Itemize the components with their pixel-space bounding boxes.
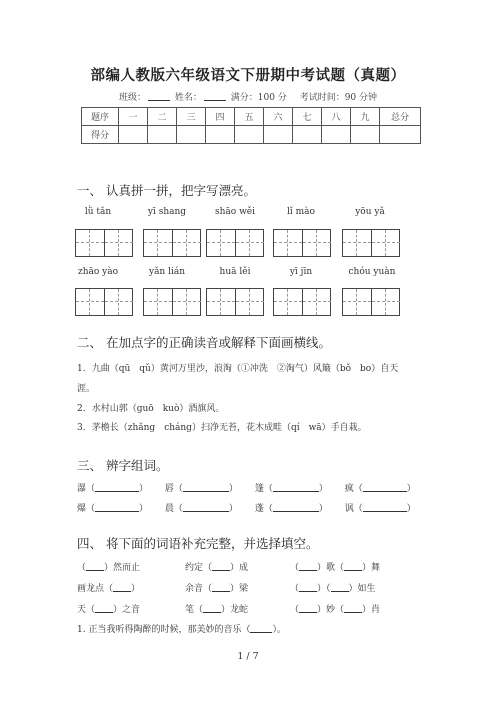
class-blank[interactable] bbox=[148, 100, 170, 101]
table-cell: 二 bbox=[148, 108, 177, 126]
text: 笔（ bbox=[185, 605, 204, 615]
pinyin-label: huā lěi bbox=[219, 267, 251, 277]
answer-blank[interactable] bbox=[273, 511, 319, 512]
char-label: ） bbox=[318, 504, 328, 514]
score-input-cell[interactable] bbox=[322, 126, 351, 144]
char-label: ） bbox=[406, 504, 416, 514]
idiom-cell bbox=[185, 581, 248, 594]
pinyin-label: shāo wěi bbox=[215, 207, 255, 217]
section-3-heading: 三、 辨字组词。 bbox=[77, 458, 169, 473]
table-cell: 七 bbox=[293, 108, 322, 126]
score-input-cell[interactable] bbox=[380, 126, 421, 144]
pinyin-label: zhāo yào bbox=[77, 267, 119, 277]
full-score: 满分：100 分 bbox=[230, 93, 287, 103]
answer-blank[interactable] bbox=[183, 511, 229, 512]
table-cell: 六 bbox=[264, 108, 293, 126]
answer-blank[interactable] bbox=[113, 591, 131, 592]
text: 天（ bbox=[77, 605, 96, 615]
exam-time: 考试时间：90 分钟 bbox=[299, 93, 378, 103]
score-table-header-row bbox=[82, 108, 421, 126]
text: ）肖 bbox=[362, 605, 381, 615]
pinyin-label: yī jīn bbox=[289, 267, 313, 277]
score-table-score-row bbox=[82, 126, 421, 144]
idiom-cell bbox=[77, 602, 140, 615]
table-cell: 得分 bbox=[82, 126, 119, 144]
writing-grid[interactable] bbox=[342, 229, 400, 257]
text: ）。 bbox=[272, 625, 286, 635]
table-cell: 三 bbox=[177, 108, 206, 126]
text: ）（ bbox=[317, 584, 331, 594]
word-group-row bbox=[77, 481, 416, 494]
pinyin-label: lǐ mào bbox=[287, 207, 315, 217]
section-2-heading: 二、 在加点字的正确读音或解释下面画横线。 bbox=[77, 335, 331, 350]
idiom-cell bbox=[77, 560, 140, 573]
char-label: 晨（ bbox=[164, 504, 183, 514]
writing-grid[interactable] bbox=[342, 288, 400, 316]
score-input-cell[interactable] bbox=[293, 126, 322, 144]
question-line: 3．茅檐长（zhǎng cháng）扫净无苔，花木成畦（qí wā）手自栽。 bbox=[77, 423, 367, 433]
text: ）成 bbox=[230, 563, 249, 573]
text: ）如生 bbox=[348, 584, 376, 594]
text: 1. 正当我听得陶醉的时候，那美妙的音乐（ bbox=[77, 625, 251, 635]
writing-grid[interactable] bbox=[206, 288, 264, 316]
score-input-cell[interactable] bbox=[235, 126, 264, 144]
score-input-cell[interactable] bbox=[206, 126, 235, 144]
answer-blank[interactable] bbox=[212, 591, 230, 592]
answer-blank[interactable] bbox=[95, 511, 139, 512]
idiom-cell bbox=[185, 560, 248, 573]
answer-blank[interactable] bbox=[299, 591, 317, 592]
answer-blank[interactable] bbox=[299, 570, 317, 571]
char-label: 爆（ bbox=[77, 504, 96, 514]
text: 画龙点（ bbox=[77, 584, 114, 594]
answer-blank[interactable] bbox=[344, 570, 362, 571]
text: ） bbox=[131, 584, 141, 594]
text: ）妙（ bbox=[317, 605, 345, 615]
writing-grid[interactable] bbox=[273, 288, 331, 316]
text: 约定（ bbox=[185, 563, 213, 573]
char-label: 蓬（ bbox=[254, 504, 273, 514]
answer-blank[interactable] bbox=[86, 570, 104, 571]
text: （ bbox=[290, 584, 300, 594]
text: （ bbox=[290, 563, 300, 573]
writing-grid[interactable] bbox=[75, 229, 133, 257]
writing-grid[interactable] bbox=[143, 288, 201, 316]
idiom-cell bbox=[290, 602, 380, 615]
section-1-heading: 一、 认真拼一拼，把字写漂亮。 bbox=[77, 183, 256, 198]
idiom-cell bbox=[290, 581, 376, 594]
answer-blank[interactable] bbox=[212, 570, 230, 571]
writing-grid[interactable] bbox=[206, 229, 264, 257]
score-input-cell[interactable] bbox=[264, 126, 293, 144]
table-cell: 题序 bbox=[82, 108, 119, 126]
text: （ bbox=[77, 563, 87, 573]
table-cell: 五 bbox=[235, 108, 264, 126]
score-input-cell[interactable] bbox=[351, 126, 380, 144]
page-title: 部编人教版六年级语文下册期中考试题（真题） bbox=[90, 68, 406, 84]
table-cell: 总分 bbox=[380, 108, 421, 126]
idiom-cell bbox=[77, 581, 140, 594]
table-cell: 一 bbox=[119, 108, 148, 126]
char-label: 讽（ bbox=[344, 504, 363, 514]
text: （ bbox=[290, 605, 300, 615]
exam-info bbox=[0, 90, 496, 103]
text: ）梁 bbox=[230, 584, 249, 594]
score-input-cell[interactable] bbox=[177, 126, 206, 144]
text: ）龙蛇 bbox=[221, 605, 249, 615]
table-cell: 八 bbox=[322, 108, 351, 126]
idiom-cell bbox=[185, 602, 248, 615]
answer-blank[interactable] bbox=[363, 491, 407, 492]
writing-grid[interactable] bbox=[143, 229, 201, 257]
char-label: 篷（ bbox=[254, 484, 273, 494]
pinyin-label: yǎn lián bbox=[148, 267, 186, 277]
answer-blank[interactable] bbox=[95, 612, 113, 613]
text: ）舞 bbox=[362, 563, 381, 573]
char-label: 唇（ bbox=[164, 484, 183, 494]
char-label: ） bbox=[139, 504, 149, 514]
char-label: ） bbox=[139, 484, 149, 494]
text: ）然而止 bbox=[104, 563, 141, 573]
text: ）歌（ bbox=[317, 563, 345, 573]
name-blank[interactable] bbox=[204, 100, 226, 101]
answer-blank[interactable] bbox=[95, 491, 139, 492]
answer-blank[interactable] bbox=[299, 612, 317, 613]
text: 余音（ bbox=[185, 584, 213, 594]
pinyin-label: chóu yuàn bbox=[348, 267, 396, 277]
answer-blank[interactable] bbox=[183, 491, 229, 492]
answer-blank[interactable] bbox=[363, 511, 407, 512]
question-line bbox=[77, 622, 286, 635]
pinyin-label: yī shang bbox=[147, 207, 187, 217]
pinyin-label: lǜ tǎn bbox=[84, 207, 112, 217]
char-label: ） bbox=[318, 484, 328, 494]
pinyin-label: yōu yǎ bbox=[355, 207, 385, 217]
answer-blank[interactable] bbox=[344, 612, 362, 613]
question-line: 2．水村山郭（guō kuò）酒旗风。 bbox=[77, 404, 225, 414]
table-cell: 九 bbox=[351, 108, 380, 126]
char-label: ） bbox=[228, 484, 238, 494]
char-label: ） bbox=[228, 504, 238, 514]
answer-blank[interactable] bbox=[203, 612, 221, 613]
char-label: ） bbox=[406, 484, 416, 494]
table-cell: 四 bbox=[206, 108, 235, 126]
class-label: 班级： bbox=[118, 93, 146, 103]
answer-blank[interactable] bbox=[273, 491, 319, 492]
question-line: 1．九曲（qū qǔ）黄河万里沙，浪淘（①冲洗 ②淘气）风簸（bǒ bo）自天 bbox=[77, 364, 399, 374]
answer-blank[interactable] bbox=[331, 591, 349, 592]
score-input-cell[interactable] bbox=[148, 126, 177, 144]
score-table bbox=[81, 107, 421, 144]
question-line: 涯。 bbox=[77, 384, 96, 394]
writing-grid[interactable] bbox=[75, 288, 133, 316]
idiom-cell bbox=[290, 560, 380, 573]
char-label: 瀑（ bbox=[77, 484, 96, 494]
writing-grid[interactable] bbox=[273, 229, 331, 257]
page-number: 1 / 7 bbox=[237, 651, 259, 662]
char-label: 疯（ bbox=[344, 484, 363, 494]
word-group-row bbox=[77, 501, 416, 514]
name-label: 姓名： bbox=[174, 93, 202, 103]
score-input-cell[interactable] bbox=[119, 126, 148, 144]
answer-blank[interactable] bbox=[250, 632, 272, 633]
section-4-heading: 四、 将下面的词语补充完整，并选择填空。 bbox=[77, 536, 319, 551]
text: ）之音 bbox=[113, 605, 141, 615]
